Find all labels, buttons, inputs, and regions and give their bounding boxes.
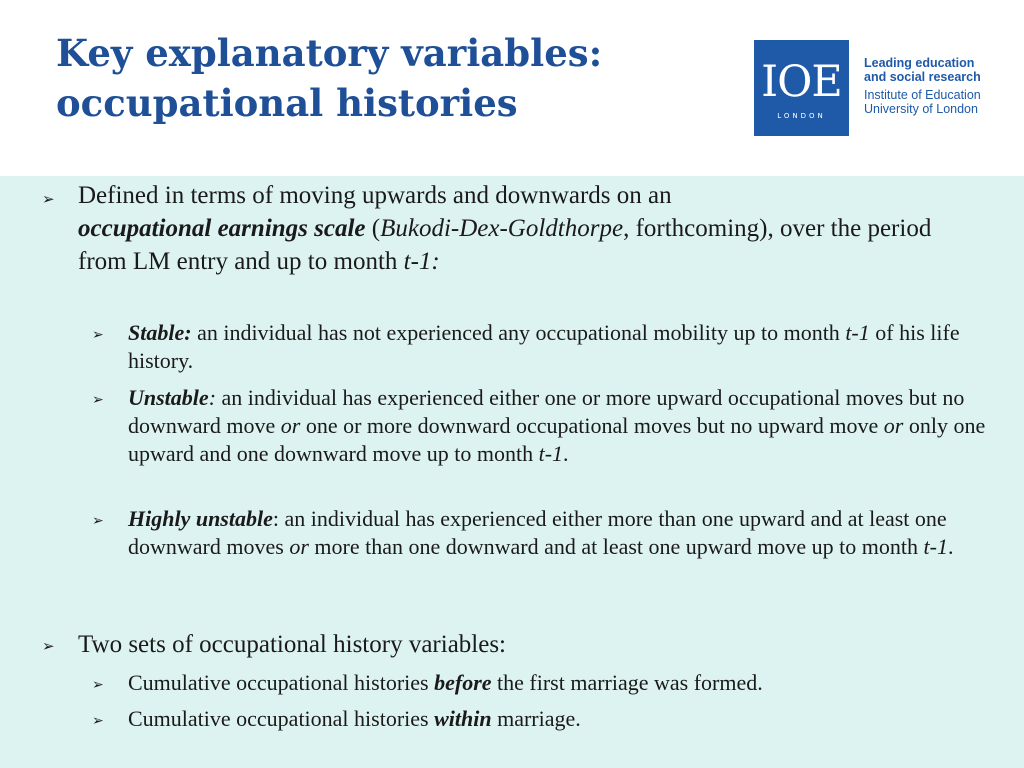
bullet-definition-text-1: Defined in terms of moving upwards and downwards on an [78, 182, 672, 209]
unstable-or-1: or [280, 413, 301, 438]
arrow-bullet-icon: ➢ [92, 327, 104, 343]
stable-month: t-1 [845, 320, 870, 345]
bullet-definition-emph: occupational earnings scale [78, 215, 366, 242]
highly-unstable-text-2: more than one downward and at least one upward move up to month [308, 534, 924, 559]
before-emph: before [434, 670, 492, 695]
arrow-bullet-icon: ➢ [92, 513, 104, 529]
unstable-text-3: only one upward and one downward move up to month [128, 413, 986, 466]
bullet-definition [78, 179, 968, 278]
logo-text [864, 56, 981, 116]
logo-mark: IOE [761, 57, 842, 107]
arrow-bullet-icon: ➢ [42, 190, 55, 208]
ioe-logo [754, 40, 849, 136]
arrow-bullet-icon: ➢ [42, 637, 55, 655]
arrow-bullet-icon: ➢ [92, 392, 104, 408]
arrow-bullet-icon: ➢ [92, 713, 104, 729]
bullet-stable [128, 319, 988, 375]
arrow-bullet-icon: ➢ [92, 677, 104, 693]
unstable-label: Unstable [128, 385, 209, 410]
title-line-2: occupational histories [56, 81, 518, 125]
within-text-1: Cumulative occupational histories [128, 706, 435, 731]
logo-tagline-1: Leading education [864, 56, 975, 70]
within-text-2: marriage. [491, 706, 581, 731]
logo-tagline-2: and social research [864, 70, 981, 84]
bullet-before [128, 669, 988, 697]
bullet-definition-month: t-1: [403, 248, 440, 275]
unstable-colon: : [208, 385, 217, 410]
bullet-two-sets [78, 628, 968, 661]
stable-text-1: an individual has not experienced any occupational mobility up to month [191, 320, 846, 345]
bullet-definition-text-3: , forthcoming), over the period from LM entry and up to month [78, 215, 932, 275]
highly-unstable-label: Highly unstable [128, 506, 273, 531]
before-text-1: Cumulative occupational histories [128, 670, 435, 695]
slide-title [56, 28, 602, 128]
stable-label: Stable: [128, 320, 192, 345]
highly-unstable-month: t-1 [923, 534, 948, 559]
highly-unstable-or: or [289, 534, 309, 559]
title-line-1: Key explanatory variables: [56, 31, 603, 75]
logo-institute: Institute of Education [864, 88, 981, 102]
bullet-definition-citation: Bukodi-Dex-Goldthorpe [380, 215, 624, 242]
highly-unstable-end: . [947, 534, 954, 559]
highly-unstable-text-1: : an individual has experienced either more than one upward and at least one downward moves [128, 506, 947, 559]
unstable-or-2: or [883, 413, 904, 438]
bullet-highly-unstable [128, 505, 988, 561]
unstable-end: . [563, 441, 569, 466]
before-text-2: the first marriage was formed. [491, 670, 763, 695]
logo-sub: LONDON [777, 112, 826, 120]
unstable-text-2: one or more downward occupational moves but no upward move [300, 413, 884, 438]
bullet-unstable [128, 384, 988, 468]
stable-text-2: of his life history. [128, 320, 960, 373]
slide-header [0, 0, 1024, 176]
slide-content [0, 176, 1024, 768]
unstable-month: t-1 [538, 441, 564, 466]
logo-university: University of London [864, 102, 978, 116]
bullet-definition-text-2: ( [365, 215, 381, 242]
two-sets-text: Two sets of occupational history variables: [78, 631, 507, 658]
bullet-within [128, 705, 988, 733]
within-emph: within [434, 706, 492, 731]
unstable-text-1: an individual has experienced either one or more upward occupational moves but no downward move [128, 385, 965, 438]
